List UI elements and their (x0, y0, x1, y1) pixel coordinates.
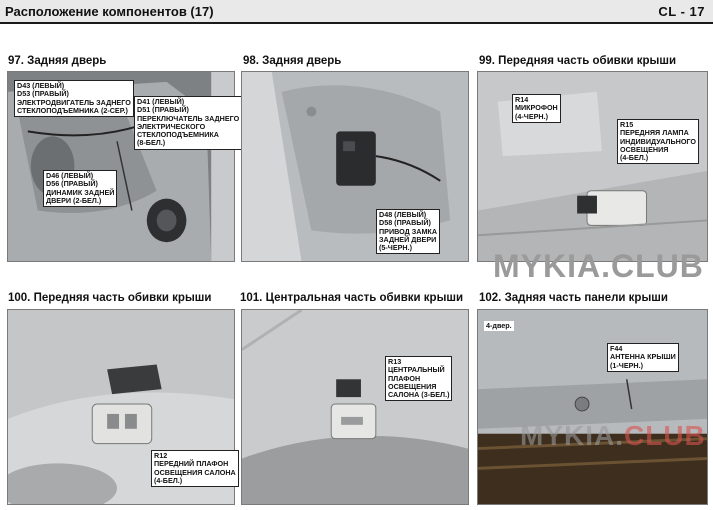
panel-title-97: 97. Задняя дверь (8, 55, 107, 67)
panel-title-100: 100. Передняя часть обивки крыши (8, 292, 212, 304)
label-r12: R12 ПЕРЕДНИЙ ПЛАФОН ОСВЕЩЕНИЯ САЛОНА (4-БЕЛ.) (151, 450, 239, 487)
watermark-part1: MYKIA. (493, 248, 611, 284)
photo-rear-roof-102 (477, 309, 708, 505)
label-r14: R14 МИКРОФОН (4-ЧЕРН.) (512, 94, 561, 123)
label-f44: F44 АНТЕННА КРЫШИ (1-ЧЕРН.) (607, 343, 679, 372)
label-d48-d58: D48 (ЛЕВЫЙ) D58 (ПРАВЫЙ) ПРИВОД ЗАМКА ЗАДНЕЙ ДВЕРИ (5-ЧЕРН.) (376, 209, 440, 254)
panel-title-98: 98. Задняя дверь (243, 55, 342, 67)
watermark-secondary (520, 420, 706, 452)
label-r15: R15 ПЕРЕДНЯЯ ЛАМПА ИНДИВИДУАЛЬНОГО ОСВЕЩЕНИЯ (4-БЕЛ.) (617, 119, 699, 164)
label-d43-d53: D43 (ЛЕВЫЙ) D53 (ПРАВЫЙ) ЭЛЕКТРОДВИГАТЕЛЬ ЗАДНЕГО СТЕКЛОПОДЪЕМНИКА (2-СЕР.) (14, 80, 134, 117)
label-d41-d51: D41 (ЛЕВЫЙ) D51 (ПРАВЫЙ) ПЕРЕКЛЮЧАТЕЛЬ ЗАДНЕГО ЭЛЕКТРИЧЕСКОГО СТЕКЛОПОДЪЕМНИКА (8-БЕЛ.) (134, 96, 242, 150)
photo-central-headliner-101 (241, 309, 469, 505)
label-d46-d56: D46 (ЛЕВЫЙ) D56 (ПРАВЫЙ) ДИНАМИК ЗАДНЕЙ ДВЕРИ (2-БЕЛ.) (43, 170, 117, 207)
door-count-badge: 4-двер. (486, 321, 512, 330)
panel-title-101: 101. Центральная часть обивки крыши (240, 292, 464, 304)
page-title: Расположение компонентов (17) (5, 4, 214, 19)
watermark-part2: CLUB (611, 248, 704, 284)
page-code: CL - 17 (658, 4, 705, 19)
panel-title-99: 99. Передняя часть обивки крыши (479, 55, 677, 67)
watermark-main (493, 248, 704, 285)
label-r13: R13 ЦЕНТРАЛЬНЫЙ ПЛАФОН ОСВЕЩЕНИЯ САЛОНА (3-БЕЛ.) (385, 356, 452, 401)
panel-title-102: 102. Задняя часть панели крыши (479, 292, 668, 304)
page-header (0, 0, 713, 24)
watermark-secondary-part2: CLUB (624, 420, 706, 451)
watermark-secondary-part1: MYKIA. (520, 420, 624, 451)
